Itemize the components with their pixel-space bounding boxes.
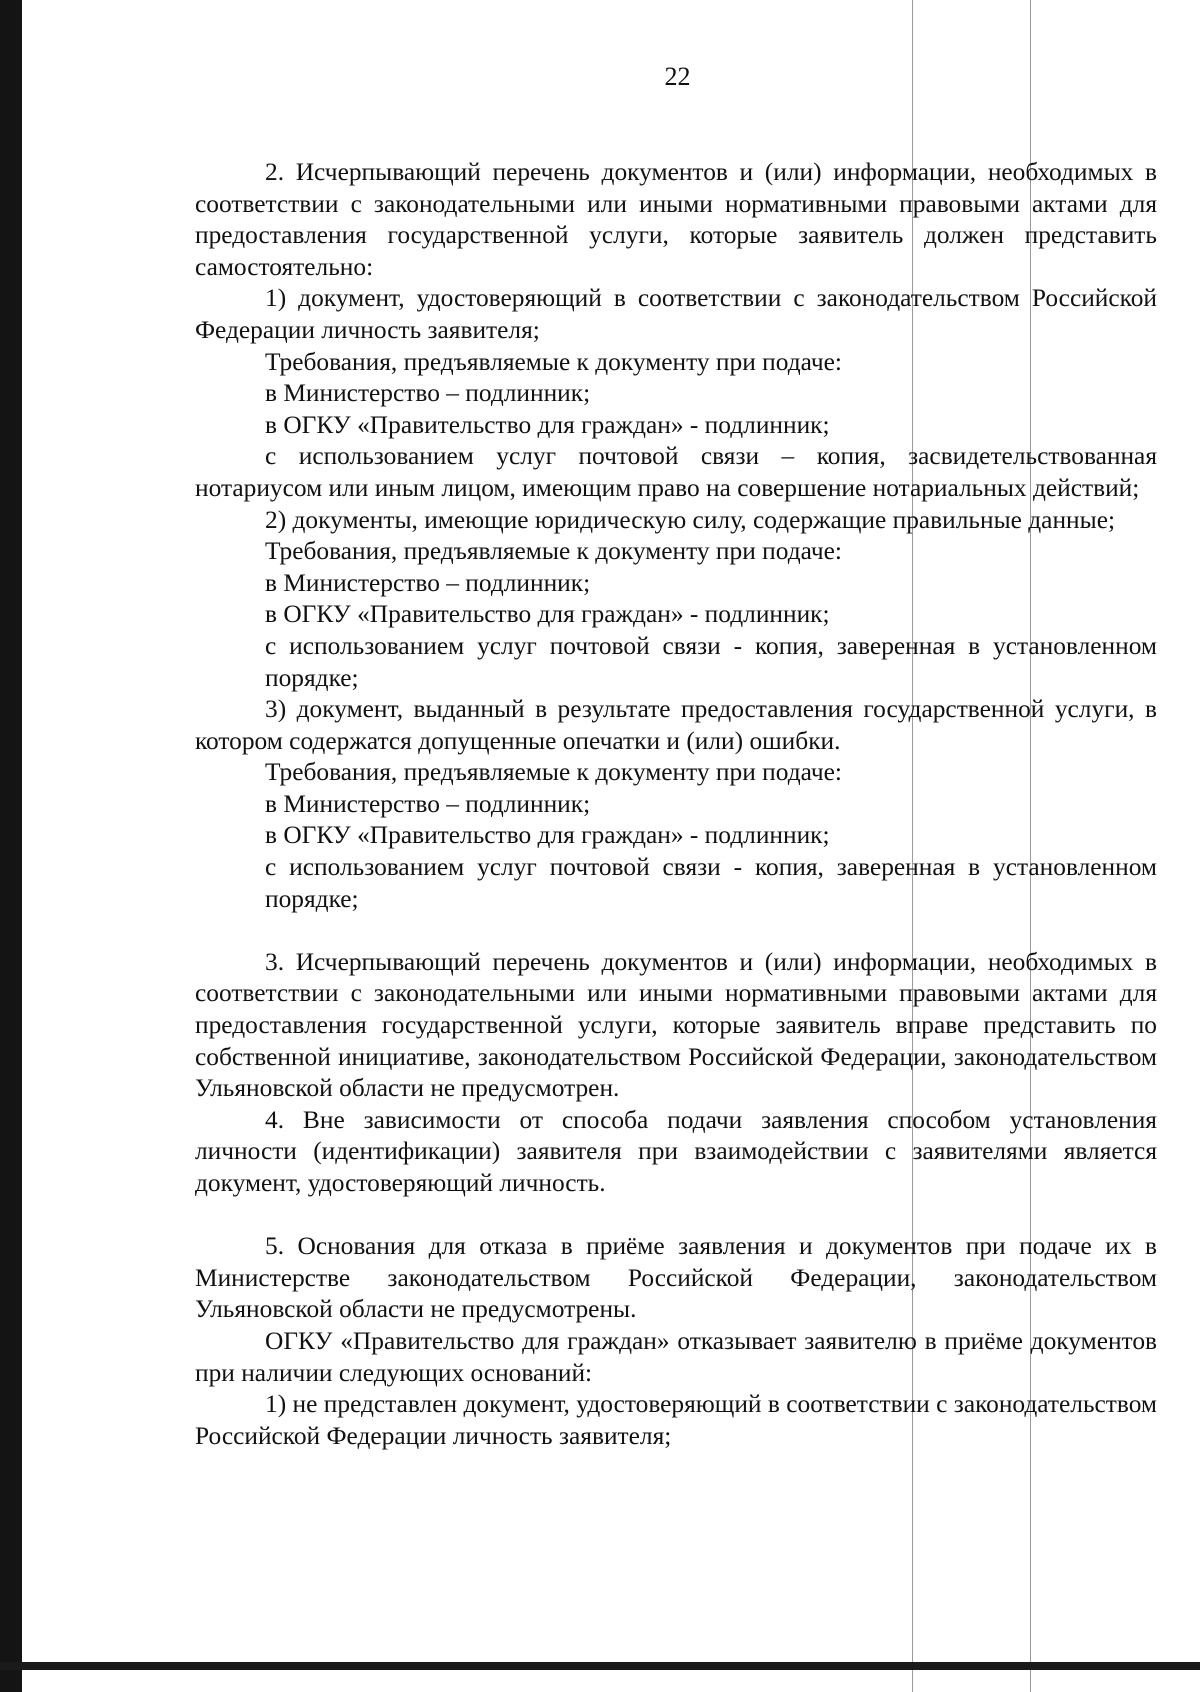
paragraph: 1) документ, удостоверяющий в соответствии с законодательством Российской Федерации личность заявителя; bbox=[195, 284, 1157, 344]
paragraph: в ОГКУ «Правительство для граждан» - подлинник; bbox=[265, 600, 830, 629]
paragraph: с использованием услуг почтовой связи - копия, заверенная в установленном порядке; bbox=[265, 631, 1157, 692]
scan-bottom-border bbox=[0, 1662, 1200, 1670]
paragraph-gap bbox=[195, 1200, 1157, 1232]
paragraph: 5. Основания для отказа в приёме заявления и документов при подаче их в Министерстве законодательством Российской Федерации, законодательством Ульяновской области не предусмотрены. bbox=[195, 1232, 1157, 1324]
paragraph: в Министерство – подлинник; bbox=[265, 379, 591, 408]
paragraph: 2) документы, имеющие юридическую силу, содержащие правильные данные; bbox=[265, 505, 1116, 534]
paragraph: 3. Исчерпывающий перечень документов и (или) информации, необходимых в соответствии с законодательными или иными нормативными правовыми актами для предоставления государственной услуги, которые заявитель вправе представить по собственной инициативе, законодательством Российской Федерации, законодательством Ульяновской области не предусмотрен. bbox=[195, 947, 1157, 1103]
paragraph: 2. Исчерпывающий перечень документов и (или) информации, необходимых в соответствии с законодательными или иными нормативными правовыми актами для предоставления государственной услуги, которые заявитель должен представить самостоятельно: bbox=[195, 158, 1157, 281]
paragraph: 1) не представлен документ, удостоверяющий в соответствии с законодательством Российской Федерации личность заявителя; bbox=[195, 1390, 1157, 1450]
paragraph: в Министерство – подлинник; bbox=[265, 789, 591, 818]
paragraph: 4. Вне зависимости от способа подачи заявления способом установления личности (идентификации) заявителя при взаимодействии с заявителями является документ, удостоверяющий личность. bbox=[195, 1105, 1157, 1197]
paragraph: 3) документ, выданный в результате предоставления государственной услуги, в котором содержатся допущенные опечатки и (или) ошибки. bbox=[195, 695, 1157, 755]
paragraph-gap bbox=[195, 915, 1157, 947]
paragraph: в ОГКУ «Правительство для граждан» - подлинник; bbox=[265, 410, 830, 439]
document-body bbox=[195, 157, 1157, 1452]
paragraph: Требования, предъявляемые к документу при подаче: bbox=[265, 758, 842, 787]
scan-left-border bbox=[0, 0, 22, 1692]
paragraph: в ОГКУ «Правительство для граждан» - подлинник; bbox=[265, 821, 830, 850]
paragraph: с использованием услуг почтовой связи – копия, засвидетельствованная нотариусом или иным лицом, имеющим право на совершение нотариальных действий; bbox=[195, 442, 1157, 502]
page-number: 22 bbox=[664, 62, 691, 91]
paragraph: в Министерство – подлинник; bbox=[265, 568, 591, 597]
paragraph: ОГКУ «Правительство для граждан» отказывает заявителю в приёме документов при наличии следующих оснований: bbox=[195, 1326, 1157, 1387]
paragraph: с использованием услуг почтовой связи - копия, заверенная в установленном порядке; bbox=[265, 853, 1157, 913]
paragraph: Требования, предъявляемые к документу при подаче: bbox=[265, 347, 842, 376]
paragraph: Требования, предъявляемые к документу при подаче: bbox=[265, 537, 842, 566]
